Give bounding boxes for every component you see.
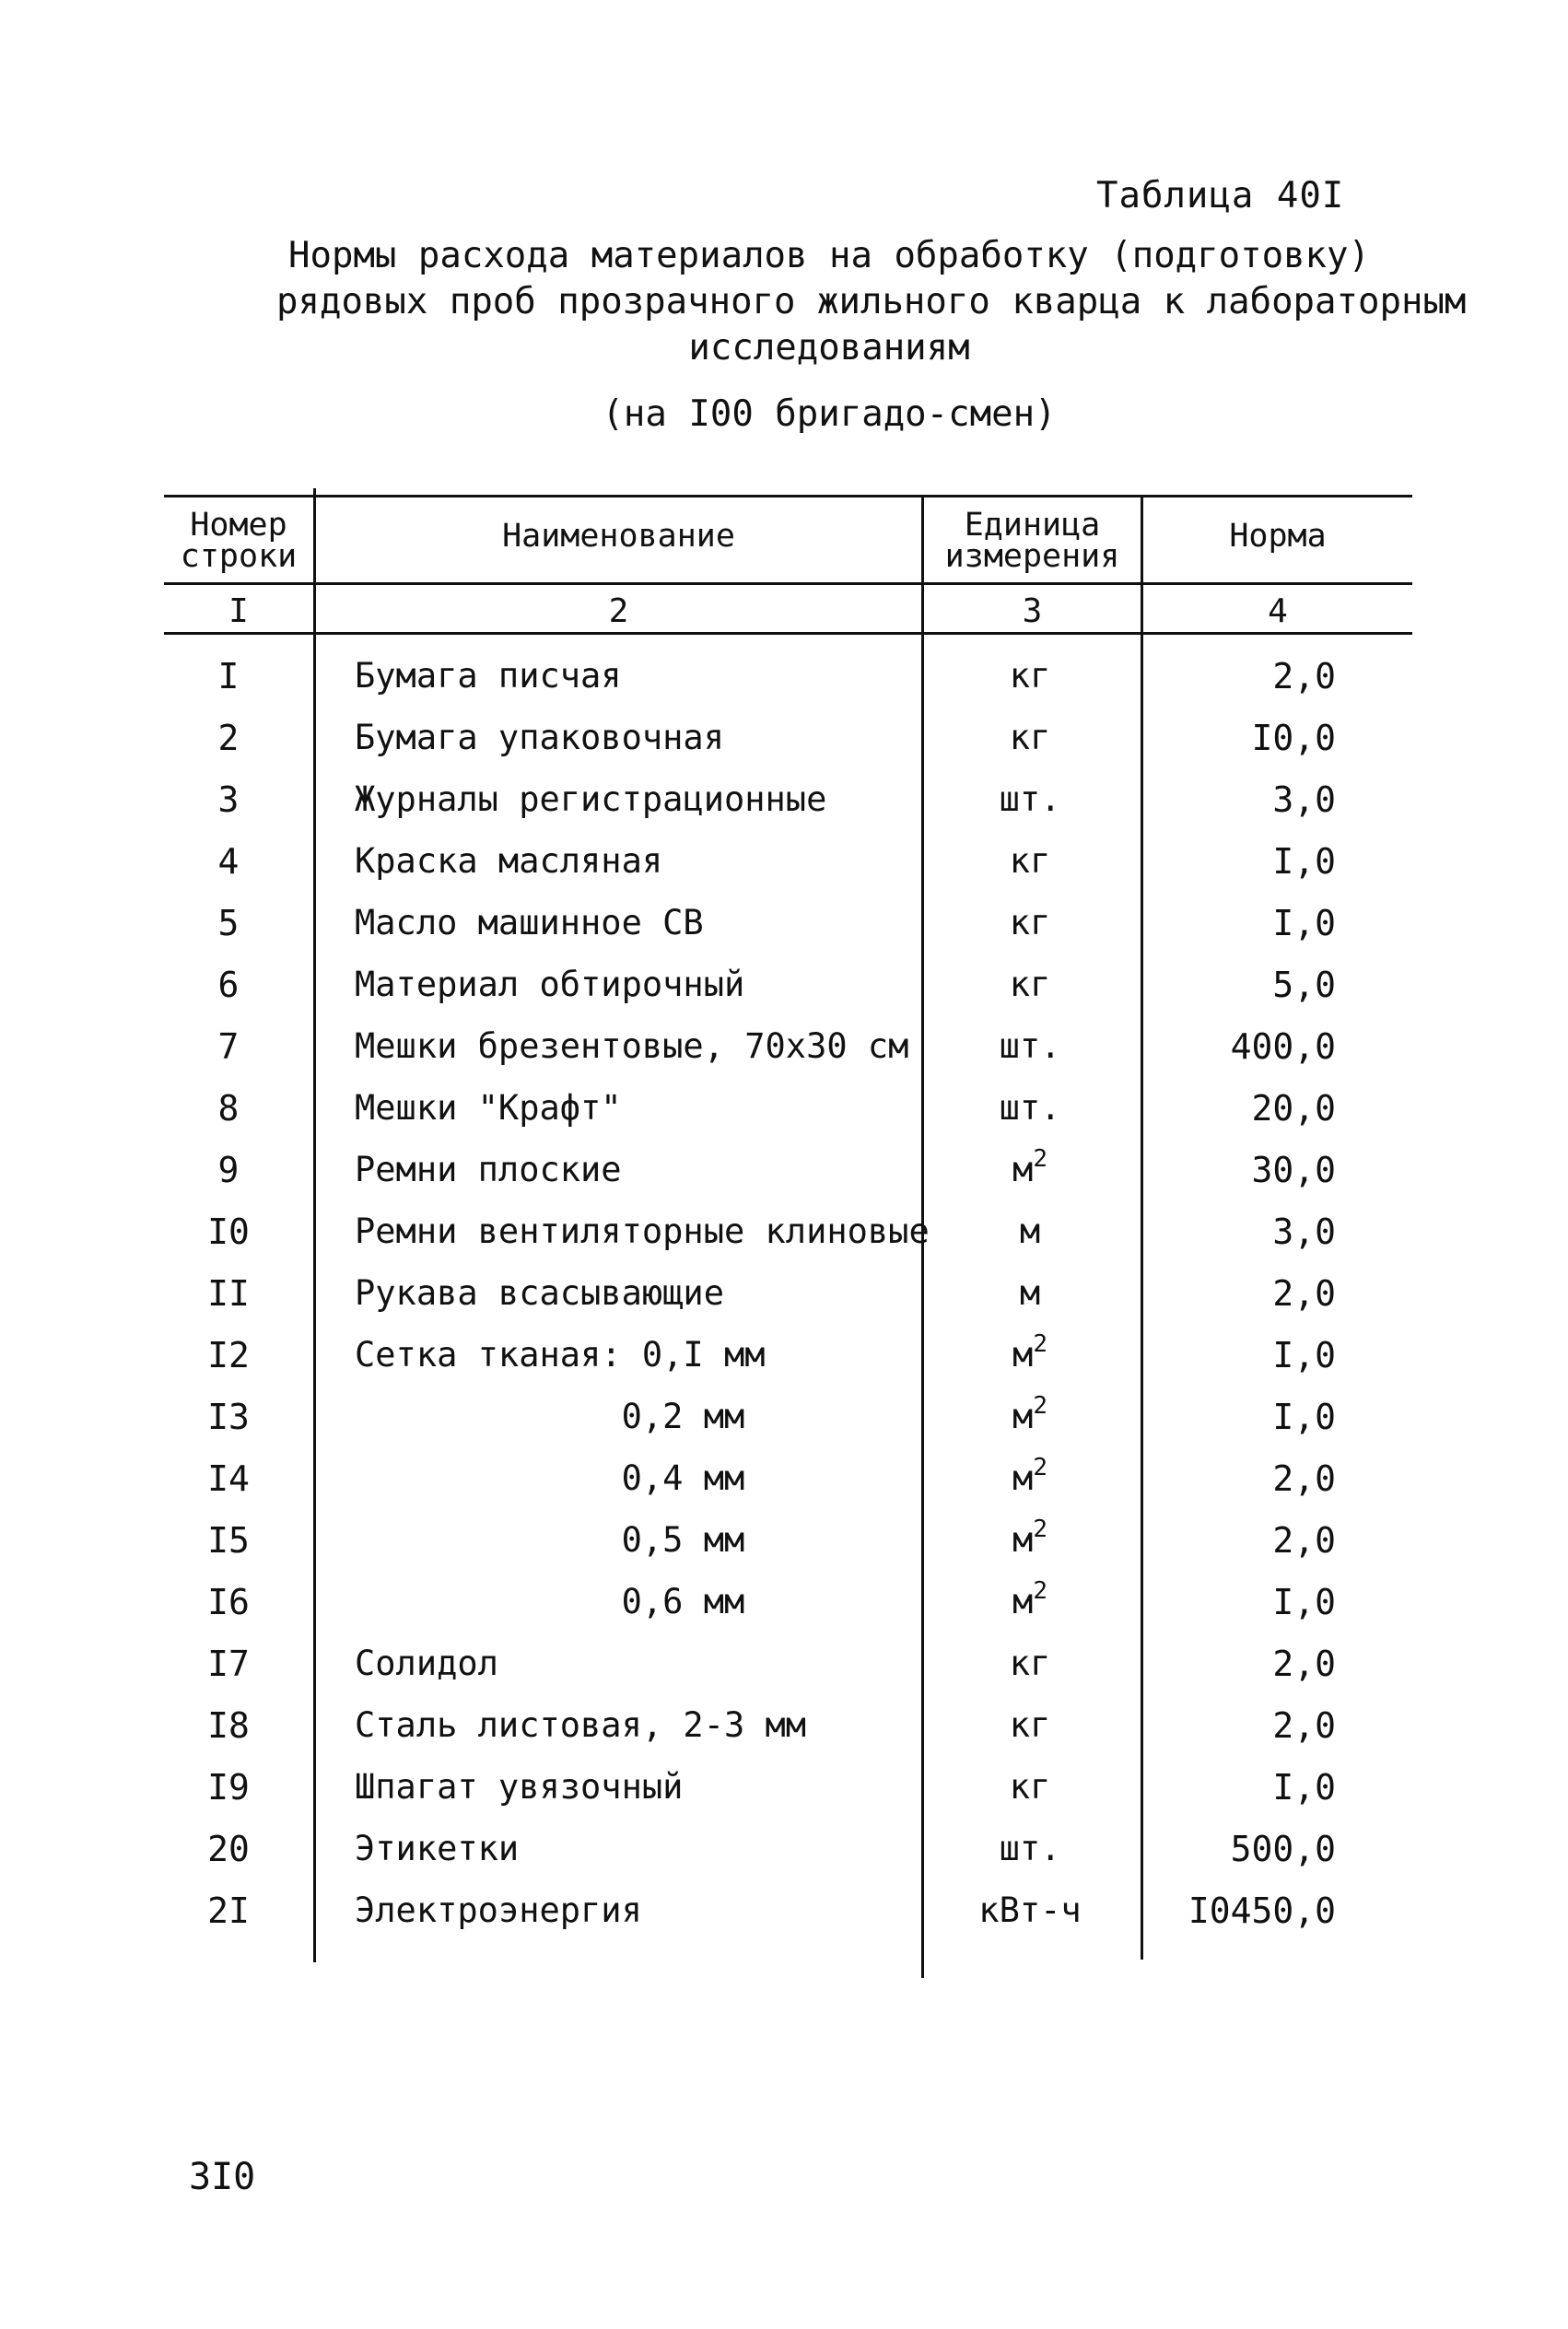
norm-value: I0450,0 (1188, 1890, 1336, 1931)
unit-cell (924, 1516, 1136, 1560)
page-number: 3I0 (189, 2156, 256, 2198)
table-row (0, 1211, 1568, 1273)
row-number: I8 (207, 1705, 250, 1746)
row-number: I3 (207, 1397, 250, 1437)
unit: кг (1009, 656, 1051, 696)
row-number: 5 (217, 903, 240, 943)
table-row (0, 1330, 1568, 1397)
column-number: 4 (1268, 592, 1288, 630)
unit-cell (924, 1211, 1136, 1251)
unit-cell (924, 1330, 1136, 1375)
header-unit: Единица измерения (944, 507, 1120, 575)
table-row (0, 1516, 1568, 1582)
title-line: исследованиям (688, 327, 970, 369)
row-number: 20 (207, 1829, 250, 1869)
norm-value: 3,0 (1272, 1211, 1336, 1252)
table-row (0, 1392, 1568, 1458)
row-number: I7 (207, 1644, 250, 1684)
unit-cell (924, 1145, 1136, 1189)
unit: м (1019, 1273, 1041, 1313)
row-number: II (207, 1273, 250, 1314)
table-row (0, 903, 1568, 965)
unit: шт. (999, 1088, 1061, 1128)
table-row (0, 841, 1568, 903)
unit: кг (1009, 903, 1051, 942)
unit-cell (924, 1767, 1136, 1807)
material-name: Шпагат увязочный (355, 1767, 684, 1807)
material-name: Ремни плоские (355, 1150, 622, 1189)
table-row (0, 1767, 1568, 1829)
table-row (0, 1890, 1568, 1952)
material-name: Бумага упаковочная (355, 718, 724, 757)
material-name: 0,5 мм (355, 1520, 745, 1560)
row-number: 6 (217, 965, 240, 1005)
unit-cell (924, 1392, 1136, 1436)
unit: кВт-ч (978, 1890, 1082, 1930)
title-line: Нормы расхода материалов на обработку (подготовку) (288, 235, 1370, 276)
unit-cell (924, 1577, 1136, 1621)
material-name: Сетка тканая: 0,I мм (355, 1335, 766, 1375)
unit: кг (1009, 841, 1051, 881)
unit-cell (924, 1644, 1136, 1683)
unit-superscript: 2 (1033, 1392, 1047, 1420)
material-name: Рукава всасывающие (355, 1273, 724, 1313)
row-number: 8 (217, 1088, 240, 1129)
norm-value: 3,0 (1272, 779, 1336, 820)
unit: м (1012, 1150, 1034, 1189)
norm-value: I0,0 (1251, 718, 1336, 758)
unit: кг (1009, 1644, 1051, 1683)
material-name: 0,4 мм (355, 1458, 745, 1498)
unit: шт. (999, 779, 1061, 819)
table-row (0, 1145, 1568, 1211)
title-line: рядовых проб прозрачного жильного кварца к лабораторным (276, 281, 1467, 322)
norm-value: I,0 (1272, 1335, 1336, 1375)
unit-cell (924, 1454, 1136, 1498)
row-number: 9 (217, 1150, 240, 1190)
row-number: I4 (207, 1458, 250, 1499)
row-number: I6 (207, 1582, 250, 1622)
material-name: Материал обтирочный (355, 965, 745, 1004)
norm-value: 2,0 (1272, 656, 1336, 696)
material-name: Бумага писчая (355, 656, 622, 696)
row-number: 2I (207, 1890, 250, 1931)
material-name: Мешки брезентовые, 70х30 см (355, 1026, 909, 1066)
norm-value: 5,0 (1272, 965, 1336, 1005)
table-row (0, 1026, 1568, 1088)
unit-cell (924, 1273, 1136, 1313)
row-number: I0 (207, 1211, 250, 1252)
unit-superscript: 2 (1033, 1454, 1047, 1481)
header-bottom-rule (164, 582, 1412, 585)
row-number: 3 (217, 779, 240, 820)
unit-superscript: 2 (1033, 1577, 1047, 1605)
norm-value: 400,0 (1230, 1026, 1336, 1067)
row-number: 4 (217, 841, 240, 882)
table-row (0, 1829, 1568, 1890)
column-number: 3 (1022, 592, 1043, 630)
unit-superscript: 2 (1033, 1516, 1047, 1543)
row-number: I2 (207, 1335, 250, 1375)
unit-superscript: 2 (1033, 1330, 1047, 1358)
norm-value: 2,0 (1272, 1644, 1336, 1684)
unit-cell (924, 1026, 1136, 1066)
table-row (0, 1705, 1568, 1767)
material-name: Масло машинное СВ (355, 903, 704, 942)
material-name: Этикетки (355, 1829, 520, 1868)
column-numbers-rule (164, 632, 1412, 635)
unit-cell (924, 965, 1136, 1004)
unit-cell (924, 1088, 1136, 1128)
norm-value: 2,0 (1272, 1458, 1336, 1499)
table-top-rule (164, 495, 1412, 497)
table-row (0, 965, 1568, 1026)
header-name: Наименование (502, 518, 735, 555)
norm-value: I,0 (1272, 903, 1336, 943)
table-row (0, 1088, 1568, 1150)
unit: м (1012, 1335, 1034, 1375)
row-number: I (217, 656, 240, 696)
row-number: 2 (217, 718, 240, 758)
table-label: Таблица 40I (1096, 175, 1345, 217)
row-number: I5 (207, 1520, 250, 1561)
norm-value: I,0 (1272, 1582, 1336, 1622)
material-name: Сталь листовая, 2-3 мм (355, 1705, 807, 1745)
material-name: 0,6 мм (355, 1582, 745, 1621)
column-number: I (228, 592, 249, 630)
table-row (0, 1644, 1568, 1705)
norm-value: I,0 (1272, 1767, 1336, 1808)
norm-value: 2,0 (1272, 1705, 1336, 1746)
material-name: Ремни вентиляторные клиновые (355, 1211, 930, 1251)
unit-cell (924, 841, 1136, 881)
norm-value: 2,0 (1272, 1520, 1336, 1561)
table-title (276, 233, 1467, 371)
table-row (0, 1454, 1568, 1520)
table-row (0, 1577, 1568, 1644)
unit-cell (924, 1890, 1136, 1930)
norm-value: 30,0 (1251, 1150, 1336, 1190)
header-number: Номер строки (180, 507, 298, 575)
norm-value: I,0 (1272, 841, 1336, 882)
unit: м (1012, 1582, 1034, 1621)
material-name: 0,2 мм (355, 1397, 745, 1436)
unit: м (1012, 1520, 1034, 1560)
table-row (0, 656, 1568, 718)
table-row (0, 779, 1568, 841)
unit-cell (924, 779, 1136, 819)
column-number: 2 (608, 592, 629, 630)
unit: м (1012, 1397, 1034, 1436)
unit: шт. (999, 1026, 1061, 1066)
material-name: Краска масляная (355, 841, 663, 881)
material-name: Солидол (355, 1644, 498, 1683)
material-name: Журналы регистрационные (355, 779, 827, 819)
unit-cell (924, 1829, 1136, 1868)
norm-value: 20,0 (1251, 1088, 1336, 1129)
row-number: I9 (207, 1767, 250, 1808)
row-number: 7 (217, 1026, 240, 1067)
unit-cell (924, 903, 1136, 942)
unit: кг (1009, 1705, 1051, 1745)
unit: кг (1009, 1767, 1051, 1807)
material-name: Мешки "Крафт" (355, 1088, 622, 1128)
norm-value: I,0 (1272, 1397, 1336, 1437)
unit: шт. (999, 1829, 1061, 1868)
norm-value: 2,0 (1272, 1273, 1336, 1314)
table-subtitle: (на I00 бригадо-смен) (602, 393, 1057, 435)
unit: кг (1009, 965, 1051, 1004)
unit: кг (1009, 718, 1051, 757)
unit-cell (924, 656, 1136, 696)
norm-value: 500,0 (1230, 1829, 1336, 1869)
unit-superscript: 2 (1033, 1145, 1047, 1173)
unit-cell (924, 1705, 1136, 1745)
unit: м (1012, 1458, 1034, 1498)
table-row (0, 718, 1568, 779)
material-name: Электроэнергия (355, 1890, 642, 1930)
unit-cell (924, 718, 1136, 757)
unit: м (1019, 1211, 1041, 1251)
table-row (0, 1273, 1568, 1335)
header-norm: Норма (1229, 518, 1327, 555)
